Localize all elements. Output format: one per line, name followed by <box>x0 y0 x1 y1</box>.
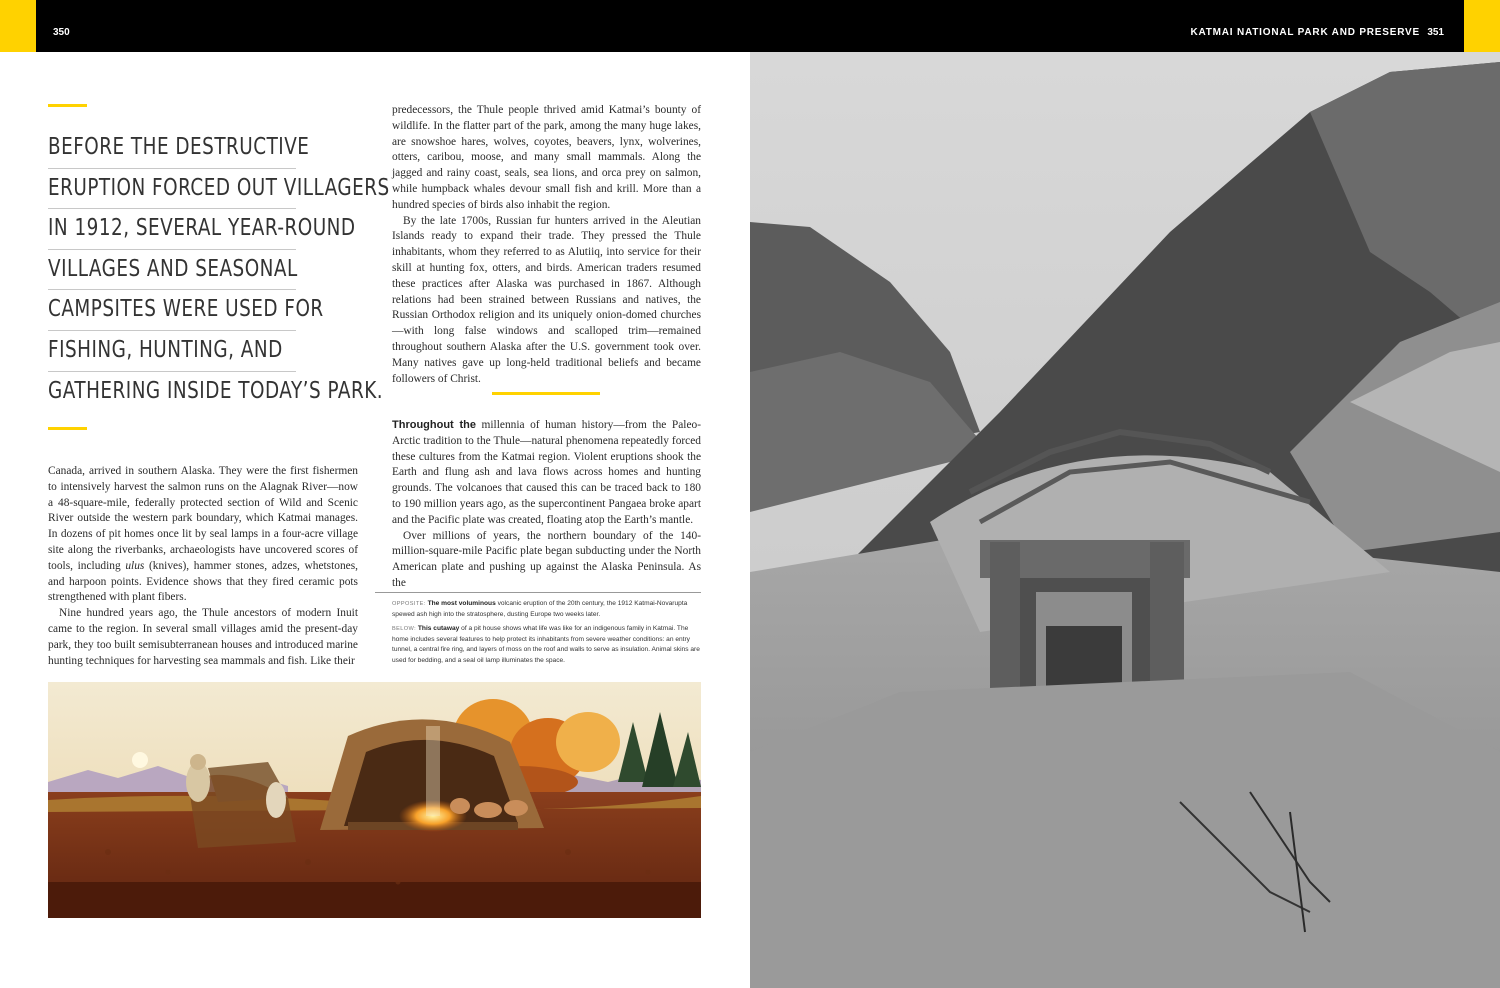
pull-quote <box>48 128 390 411</box>
caption-lead: This cutaway <box>417 625 460 632</box>
buried-pit-house-photo <box>750 52 1500 988</box>
lead-in: Throughout the <box>392 419 476 431</box>
pull-quote-line: ERUPTION FORCED OUT VILLAGERS <box>48 169 296 210</box>
body-paragraph: By the late 1700s, Russian fur hunters arrived in the Aleutian Islands ready to expand their trade. They pressed the Thule inhabitants, whom they referred to as Alutiiq, into service for their skill at hunting fox, otters, and birds. American traders resumed these practices after Alaska was purchased in 1867. Although relations had been strained between Russians and natives, the Russian Orthodox religion and its uniquely onion-domed churches—with long false windows and scalloped trim—remained throughout southern Alaska after the U.S. government took over. Many natives gave up long-held traditional beliefs and became followers of Christ. <box>392 214 701 385</box>
pull-quote-bottom-rule <box>48 427 87 430</box>
section-divider <box>492 392 600 395</box>
body-column-2 <box>392 103 701 387</box>
caption-opposite <box>392 599 701 620</box>
caption-below <box>392 624 701 666</box>
pull-quote-line: BEFORE THE DESTRUCTIVE <box>48 128 296 169</box>
caption-lead: The most voluminous <box>427 600 496 607</box>
pull-quote-line: IN 1912, SEVERAL YEAR-ROUND <box>48 209 296 250</box>
header-bar <box>0 0 1500 52</box>
captions <box>392 599 701 670</box>
body-paragraph: Nine hundred years ago, the Thule ancestors of modern Inuit came to the region. In several small villages amid the present-day park, they too built semisubterranean houses and introduced marine hunting techniques for harvesting sea mammals and fish. Like their <box>48 607 358 667</box>
pit-house-cutaway-illustration <box>48 682 701 918</box>
body-paragraph <box>48 464 358 606</box>
caption-rule <box>375 592 701 593</box>
caption-text: of a pit house shows what life was like for an indigenous family in Katmai. The home includes several features to help protect its inhabitants from severe weather conditions: an entry tunnel, a central fire ring, and layers of moss on the roof and walls to serve as insulation. Animal skins are used for bedding, and a seal oil lamp illuminates the space. <box>392 625 700 664</box>
caption-text: volcanic eruption of the 20th century, the 1912 Katmai-Novarupta spewed ash high into the stratosphere, dusting Europe two weeks later. <box>392 600 688 618</box>
body-text: Canada, arrived in southern Alaska. They were the first fishermen to intensively harvest the salmon runs on the Alagnak River—now a 48-square-mile, federally protected section of Wild and Scenic River outside the western park boundary, which Katmai manages. In dozens of pit homes once lit by seal lamps in a four-acre village site along the riverbanks, archaeologists have uncovered scores of tools, including <box>48 465 358 572</box>
body-text: (knives), hammer stones, adzes, whetstones, and harpoon points. Evidence shows that they fired ceramic pots strengthened with plant fibers. <box>48 559 358 604</box>
caption-label: BELOW: <box>392 626 417 632</box>
body-column-1 <box>48 464 358 669</box>
running-head: KATMAI NATIONAL PARK AND PRESERVE <box>1190 27 1420 38</box>
pull-quote-line: FISHING, HUNTING, AND <box>48 331 296 372</box>
body-paragraph <box>392 418 701 529</box>
header-accent-left <box>0 0 36 52</box>
left-page-number: 350 <box>53 27 70 38</box>
header-accent-right <box>1464 0 1500 52</box>
pull-quote-top-rule <box>48 104 87 107</box>
body-paragraph: predecessors, the Thule people thrived amid Katmai’s bounty of wildlife. In the flatter part of the park, among the many huge lakes, are snowshoe hares, wolves, coyotes, beavers, lynx, wolverines, otters, caribou, moose, and many small mammals. Along the jagged and rainy coast, seals, sea lions, and orca prey on salmon, while humpback whales devour small fish and krill. More than a hundred species of birds also inhabit the region. <box>392 104 701 211</box>
pull-quote-line: VILLAGES AND SEASONAL <box>48 250 296 291</box>
pull-quote-line: GATHERING INSIDE TODAY’S PARK. <box>48 377 384 404</box>
body-paragraph: Over millions of years, the northern boundary of the 140-million-square-mile Pacific plate began subducting under the North American plate and pushing up against the Alaska Peninsula. As the <box>392 529 701 589</box>
body-column-3 <box>392 418 701 592</box>
body-text: millennia of human history—from the Paleo-Arctic tradition to the Thule—natural phenomena repeatedly forced these cultures from the Katmai region. Violent eruptions shook the Earth and flung ash and lava flows across homes and hunting grounds. The volcanoes that caused this can be traced back to 180 to 190 million years ago, as the supercontinent Pangaea broke apart and the Pacific plate was created, floating atop the Earth’s mantle. <box>392 419 701 526</box>
caption-label: OPPOSITE: <box>392 601 426 607</box>
right-page-number: 351 <box>1427 27 1444 38</box>
emphasis-term: ulus <box>125 559 145 572</box>
pull-quote-line: CAMPSITES WERE USED FOR <box>48 290 296 331</box>
